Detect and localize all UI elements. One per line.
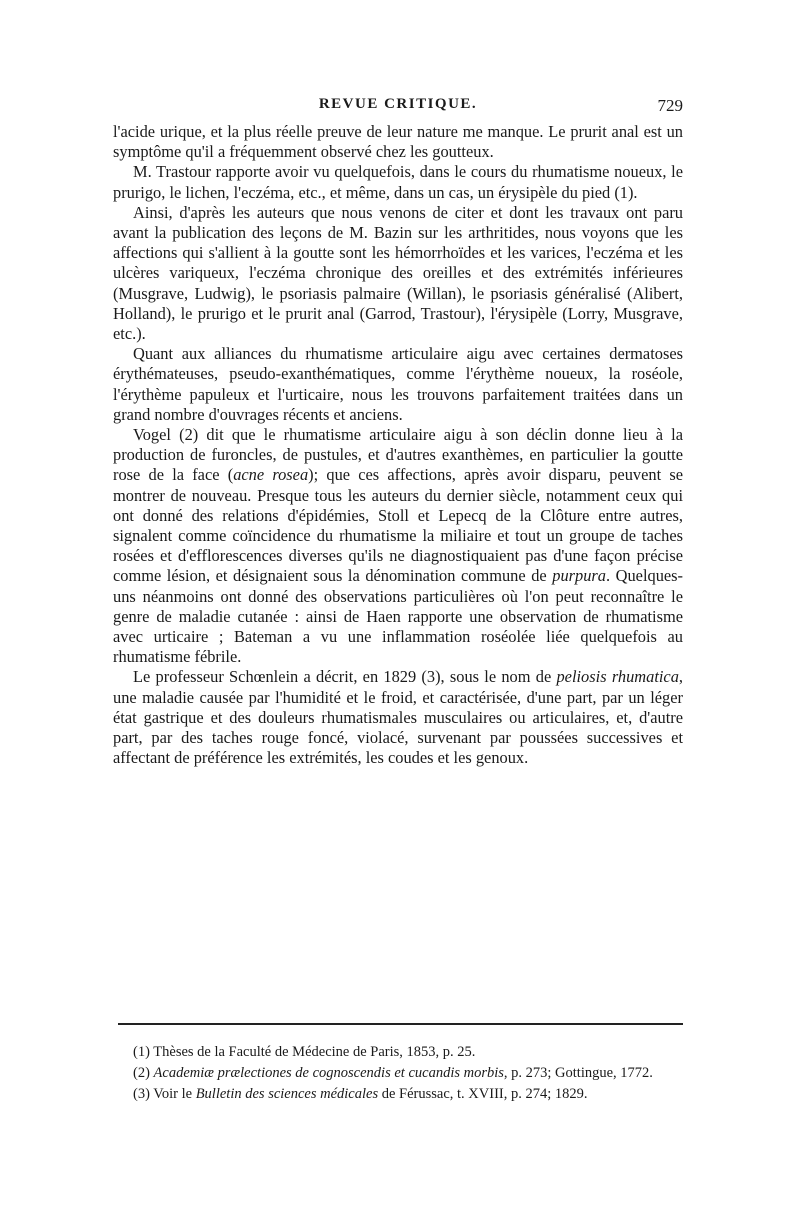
footnote-divider	[118, 1023, 683, 1025]
running-title: REVUE CRITIQUE.	[318, 96, 478, 112]
paragraph-5	[113, 425, 683, 667]
paragraph-5-text: Vogel (2) dit que le rhumatisme articulaire aigu à son déclin donne lieu à la production de furoncles, de pustules, et d'autres exanthèmes, en particulier la goutte rose de la face (	[113, 425, 683, 485]
footnote-text: de Férussac, t. XVIII, p. 274; 1829.	[378, 1086, 588, 1102]
page-number: 729	[657, 96, 683, 115]
running-head	[113, 96, 683, 118]
paragraph-1: l'acide urique, et la plus réelle preuve de leur nature me manque. Le prurit anal est un symptôme qu'il a fréquemment observé chez les goutteux.	[113, 122, 683, 162]
footnote-italic-title: Academiæ prælectiones de cognoscendis et cucandis morbis	[153, 1065, 504, 1081]
footnote-2	[113, 1064, 683, 1083]
paragraph-5-italic-term: acne rosea	[233, 465, 309, 485]
paragraph-5-italic-term: purpura	[552, 566, 606, 586]
paragraph-2: M. Trastour rapporte avoir vu quelquefois, dans le cours du rhumatisme noueux, le prurigo, le lichen, l'eczéma, etc., et même, dans un cas, un érysipèle du pied (1).	[113, 162, 683, 202]
body-text	[113, 122, 683, 769]
footnote-1	[113, 1043, 683, 1062]
footnote-3	[113, 1085, 683, 1104]
footnotes	[113, 1043, 683, 1106]
footnote-italic-title: Bulletin des sciences médicales	[195, 1086, 379, 1102]
paragraph-5-text: . Quelques-uns néanmoins ont donné des observations particulières où l'on peut reconnaître le genre de maladie cutanée : ainsi de Haen rapporte une observation de rhumatisme avec urticaire ; Bateman a vu une inflammation roséolée liée quelquefois au rhumatisme fébrile.	[113, 566, 684, 667]
footnote-text: (3) Voir le	[133, 1086, 196, 1102]
paragraph-6-italic-term: peliosis rhumatica	[556, 667, 679, 687]
footnote-text: (2)	[133, 1065, 154, 1081]
footnote-text: , p. 273; Gottingue, 1772.	[503, 1065, 653, 1081]
paragraph-5-text: ); que ces affections, après avoir disparu, peuvent se montrer de nouveau. Presque tous les auteurs du dernier siècle, notamment ceux qui ont donné des relations d'épidémies, Stoll et Lepecq de la Clôture entre autres, signalent comme coïncidence du rhumatisme la miliaire et tout un groupe de taches rosées et d'efflorescences diverses qu'ils ne diagnostiquaient pas d'une façon précise comme lésion, et désignaient sous la dénomination commune de	[113, 465, 683, 586]
paragraph-4: Quant aux alliances du rhumatisme articulaire aigu avec certaines dermatoses érythémateuses, pseudo-exanthématiques, comme l'érythème noueux, la roséole, l'érythème papuleux et l'urticaire, nous les trouvons parfaitement traitées dans un grand nombre d'ouvrages récents et anciens.	[113, 344, 683, 424]
footnote-text: (1) Thèses de la Faculté de Médecine de Paris, 1853, p. 25.	[133, 1044, 476, 1060]
paragraph-6-text: , une maladie causée par l'humidité et le froid, et caractérisée, d'une part, par un léger état gastrique et des douleurs rhumatismales musculaires ou articulaires, et, d'autre part, par des taches rouge foncé, violacé, survenant par poussées successives et affectant de préférence les extrémités, les coudes et les genoux.	[113, 667, 684, 768]
paragraph-6-text: Le professeur Schœnlein a décrit, en 1829 (3), sous le nom de	[133, 667, 557, 687]
paragraph-6	[113, 667, 683, 768]
paragraph-3: Ainsi, d'après les auteurs que nous venons de citer et dont les travaux ont paru avant la publication des leçons de M. Bazin sur les arthritides, nous voyons que les affections qui s'allient à la goutte sont les hémorrhoïdes et les varices, l'eczéma et les ulcères variqueux, l'eczéma chronique des oreilles et des extrémités inférieures (Musgrave, Ludwig), le psoriasis palmaire (Willan), le psoriasis généralisé (Alibert, Holland), le prurigo et le prurit anal (Garrod, Trastour), l'érysipèle (Lorry, Musgrave, etc.).	[113, 202, 683, 344]
